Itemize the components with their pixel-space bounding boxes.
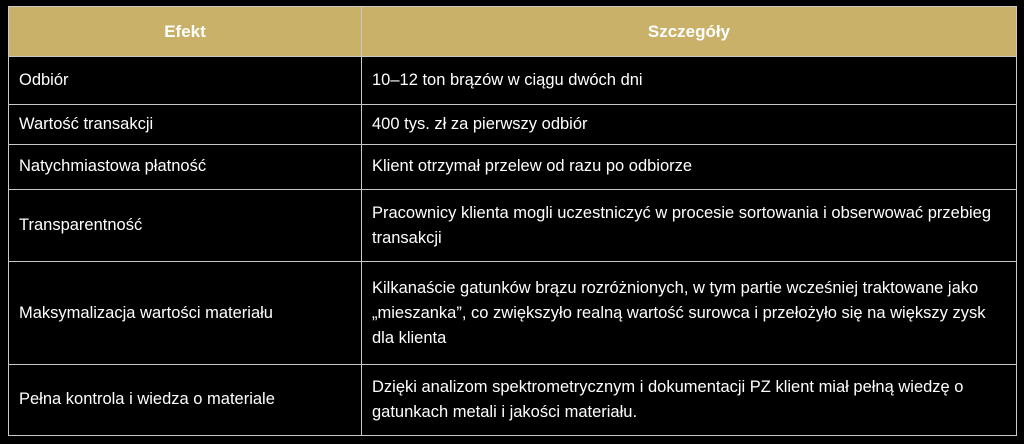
details-cell: Kilkanaście gatunków brązu rozróżnionych, w tym partie wcześniej traktowane jako „mieszanka”, co zwiększyło realną wartość surowca i przełożyło się na większy zysk dla klienta bbox=[362, 262, 1017, 364]
details-cell: Klient otrzymał przelew od razu po odbiorze bbox=[362, 144, 1017, 189]
header-effect: Efekt bbox=[9, 7, 362, 57]
table-row bbox=[9, 57, 1017, 105]
table-header-row bbox=[9, 7, 1017, 57]
details-cell: 10–12 ton brązów w ciągu dwóch dni bbox=[362, 57, 1017, 105]
table-row bbox=[9, 262, 1017, 364]
table-row bbox=[9, 364, 1017, 435]
details-cell: 400 tys. zł za pierwszy odbiór bbox=[362, 104, 1017, 144]
table-row bbox=[9, 190, 1017, 262]
effect-cell: Wartość transakcji bbox=[9, 104, 362, 144]
table-row bbox=[9, 104, 1017, 144]
table-row bbox=[9, 144, 1017, 189]
effect-cell: Pełna kontrola i wiedza o materiale bbox=[9, 364, 362, 435]
header-details: Szczegóły bbox=[362, 7, 1017, 57]
details-cell: Dzięki analizom spektrometrycznym i dokumentacji PZ klient miał pełną wiedzę o gatunkach metali i jakości materiału. bbox=[362, 364, 1017, 435]
effect-cell: Odbiór bbox=[9, 57, 362, 105]
effect-cell: Natychmiastowa płatność bbox=[9, 144, 362, 189]
effects-table bbox=[8, 6, 1017, 436]
details-cell: Pracownicy klienta mogli uczestniczyć w procesie sortowania i obserwować przebieg transakcji bbox=[362, 190, 1017, 262]
effect-cell: Maksymalizacja wartości materiału bbox=[9, 262, 362, 364]
effects-table-container bbox=[8, 6, 1016, 436]
effect-cell: Transparentność bbox=[9, 190, 362, 262]
